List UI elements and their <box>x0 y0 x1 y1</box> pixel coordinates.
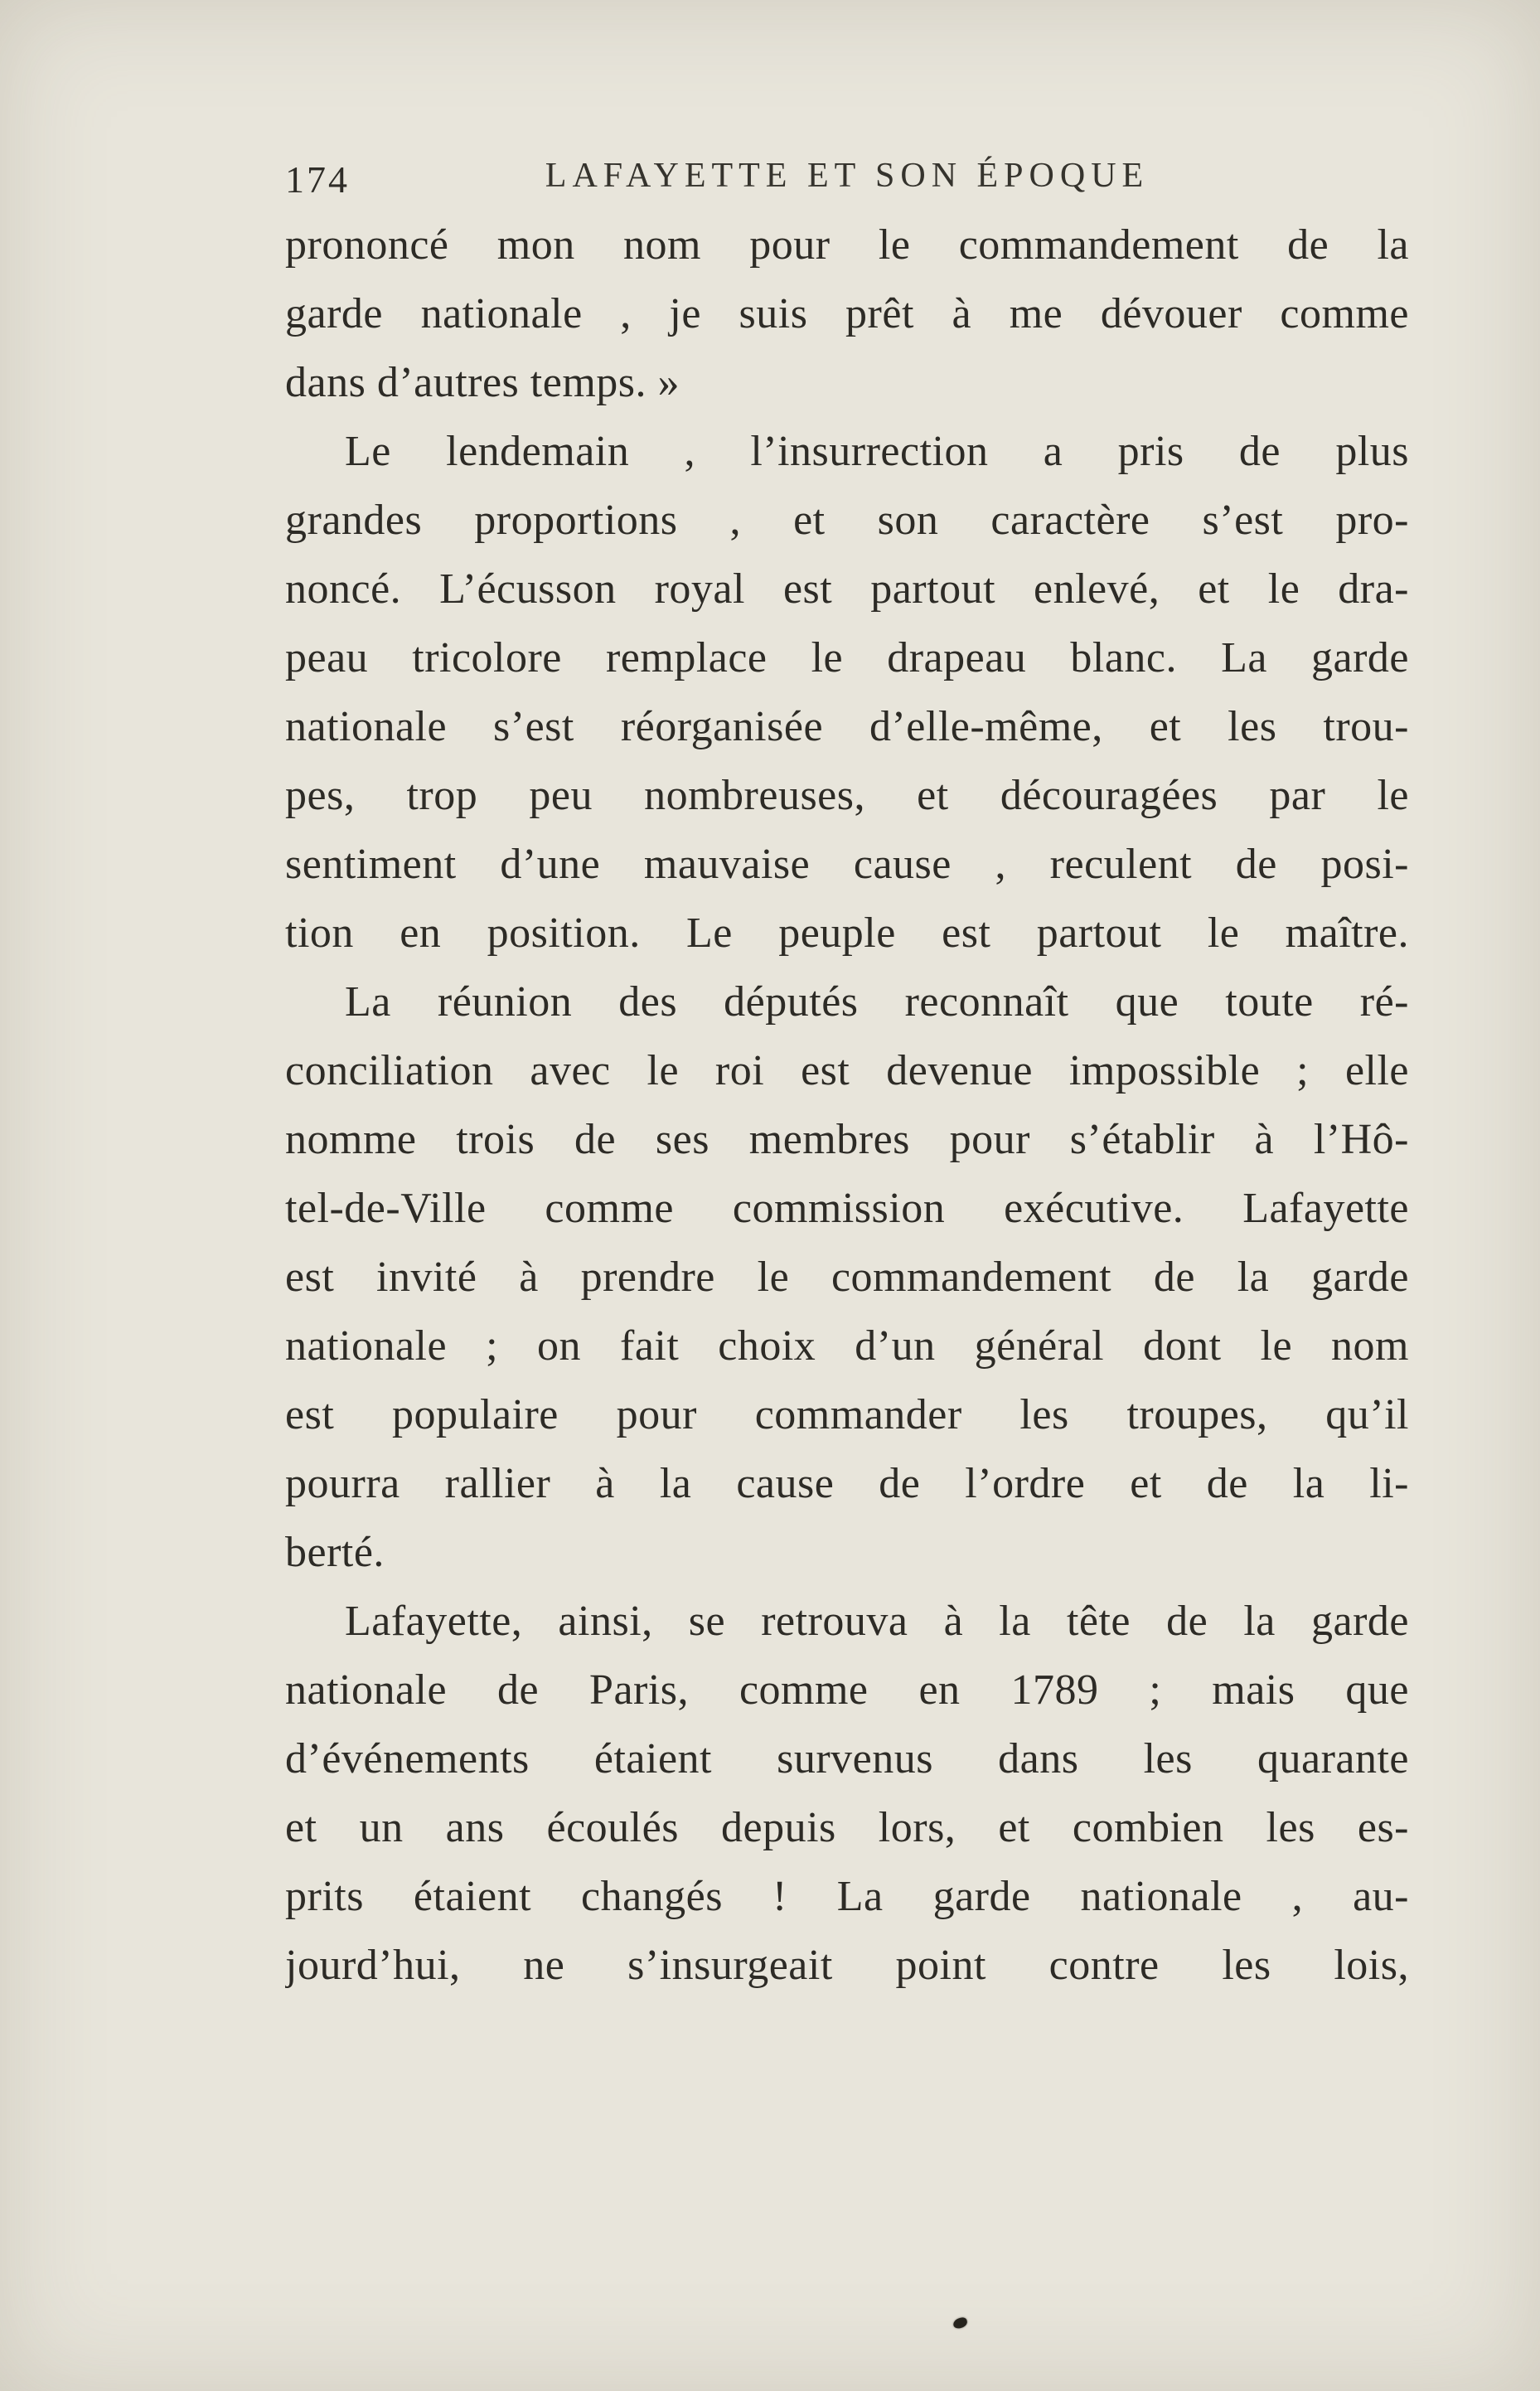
text-line: tion en position. Le peuple est partout le maître. <box>285 909 1409 957</box>
text-line: d’événements étaient survenus dans les quarante <box>285 1735 1409 1782</box>
text-line: prits étaient changés ! La garde nationale , au- <box>285 1873 1409 1920</box>
text-line: Lafayette, ainsi, se retrouva à la tête de la garde <box>345 1598 1409 1645</box>
text-line: nationale s’est réorganisée d’elle-même, et les trou- <box>285 703 1409 750</box>
text-line: jourd’hui, ne s’insurgeait point contre les lois, <box>285 1942 1409 1989</box>
text-line: sentiment d’une mauvaise cause , reculent de posi- <box>285 841 1409 888</box>
page-header <box>285 156 1409 206</box>
text-line: pes, trop peu nombreuses, et découragées par le <box>285 772 1409 819</box>
page-body <box>285 211 1409 2000</box>
text-line: berté. <box>285 1529 385 1576</box>
text-line: garde nationale , je suis prêt à me dévouer comme <box>285 290 1409 337</box>
text-line: nationale ; on fait choix d’un général dont le nom <box>285 1322 1409 1370</box>
text-line: dans d’autres temps. » <box>285 359 680 406</box>
text-line: nomme trois de ses membres pour s’établir à l’Hô- <box>285 1116 1409 1163</box>
text-line: prononcé mon nom pour le commandement de la <box>285 221 1409 269</box>
text-line: peau tricolore remplace le drapeau blanc. La garde <box>285 634 1409 681</box>
running-title: LAFAYETTE ET SON ÉPOQUE <box>545 157 1150 195</box>
text-line: est invité à prendre le commandement de la garde <box>285 1254 1409 1301</box>
text-line: conciliation avec le roi est devenue impossible ; elle <box>285 1047 1409 1094</box>
text-line: Le lendemain , l’insurrection a pris de plus <box>345 428 1409 475</box>
text-line: nationale de Paris, comme en 1789 ; mais que <box>285 1666 1409 1714</box>
text-line: noncé. L’écusson royal est partout enlevé, et le dra- <box>285 565 1409 613</box>
page-number: 174 <box>285 158 350 201</box>
text-line: et un ans écoulés depuis lors, et combien les es- <box>285 1804 1409 1851</box>
text-line: grandes proportions , et son caractère s’est pro- <box>285 497 1409 544</box>
text-line: La réunion des députés reconnaît que toute ré- <box>345 978 1409 1026</box>
text-line: est populaire pour commander les troupes, qu’il <box>285 1391 1409 1438</box>
ink-mark <box>952 2316 968 2330</box>
text-line: pourra rallier à la cause de l’ordre et de la li- <box>285 1460 1409 1507</box>
text-line: tel-de-Ville comme commission exécutive. Lafayette <box>285 1185 1409 1232</box>
